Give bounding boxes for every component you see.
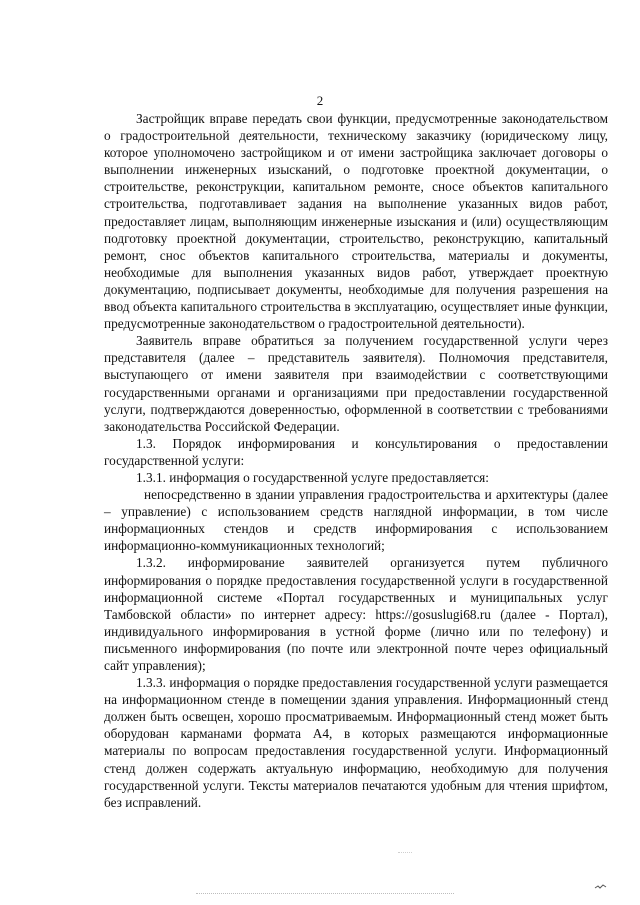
paragraph-section-1-3-1-a: непосредственно в здании управления градостроительства и архитектуры (далее – управление) с использованием средств наглядной информации, в том числе информационных стендов и средств информирования с использованием информационно-коммуникационных технологий;: [104, 487, 608, 554]
paragraph-developer-rights: Застройщик вправе передать свои функции, предусмотренные законодательством о градостроительной деятельности, техническому заказчику (юридическому лицу, которое уполномочено застройщиком и от имени застройщика заключает договоры о выполнении инженерных изысканий, о подготовке проектной документации, о строительстве, реконструкции, капитальном ремонте, сносе объектов капитального строительства, подготавливает задания на выполнение указанных видов работ, предоставляет лицам, выполняющим инженерные изыскания и (или) осуществляющим подготовку проектной документации, строительство, реконструкцию, капитальный ремонт, снос объектов капитального строительства, материалы и документы, необходимые для выполнения указанных видов работ, утверждает проектную документацию, подписывает документы, необходимые для получения разрешения на ввод объекта капитального строительства в эксплуатацию, осуществляет иные функции, предусмотренные законодательством о градостроительной деятельности).: [104, 111, 608, 332]
scan-speck: [398, 852, 412, 857]
scan-mark-icon: [594, 884, 608, 890]
paragraph-section-1-3-1: 1.3.1. информация о государственной услуге предоставляется:: [136, 469, 489, 485]
document-body: [104, 110, 608, 811]
scan-corner-mark: [594, 884, 608, 890]
paragraph-section-1-3-2: 1.3.2. информирование заявителей организуется путем публичного информирования о порядке предоставления государственной услуги в государственной информационной системе «Портал государственных и муниципальных услуг Тамбовской области» по интернет адресу: https://gosuslugi68.ru (далее - Портал), индивидуального информирования в устной форме (лично или по телефону) и письменного информирования (по почте или электронной почте через официальный сайт управления);: [104, 555, 608, 673]
paragraph-section-1-3-3: 1.3.3. информация о порядке предоставления государственной услуги размещается на информационном стенде в помещении здания управления. Информационный стенд должен быть освещен, хорошо просматриваемым. Информационный стенд может быть оборудован карманами формата А4, в которых размещаются информационные материалы по вопросам предоставления государственной услуги. Информационный стенд должен содержать актуальную информацию, необходимую для получения государственной услуги. Тексты материалов печатаются удобным для чтения шрифтом, без исправлений.: [104, 675, 608, 810]
paragraph-applicant-representative: Заявитель вправе обратиться за получением государственной услуги через представителя (далее – представитель заявителя). Полномочия представителя, выступающего от имени заявителя при взаимодействии с соответствующими государственными органами и организациями при предоставлении государственной услуги, подтверждаются доверенностью, оформленной в соответствии с требованиями законодательства Российской Федерации.: [104, 333, 608, 434]
paragraph-section-1-3: 1.3. Порядок информирования и консультирования о предоставлении государственной услуги:: [104, 435, 608, 468]
scan-footer-dotted-line: [196, 893, 454, 894]
page-number: 2: [316, 93, 324, 108]
